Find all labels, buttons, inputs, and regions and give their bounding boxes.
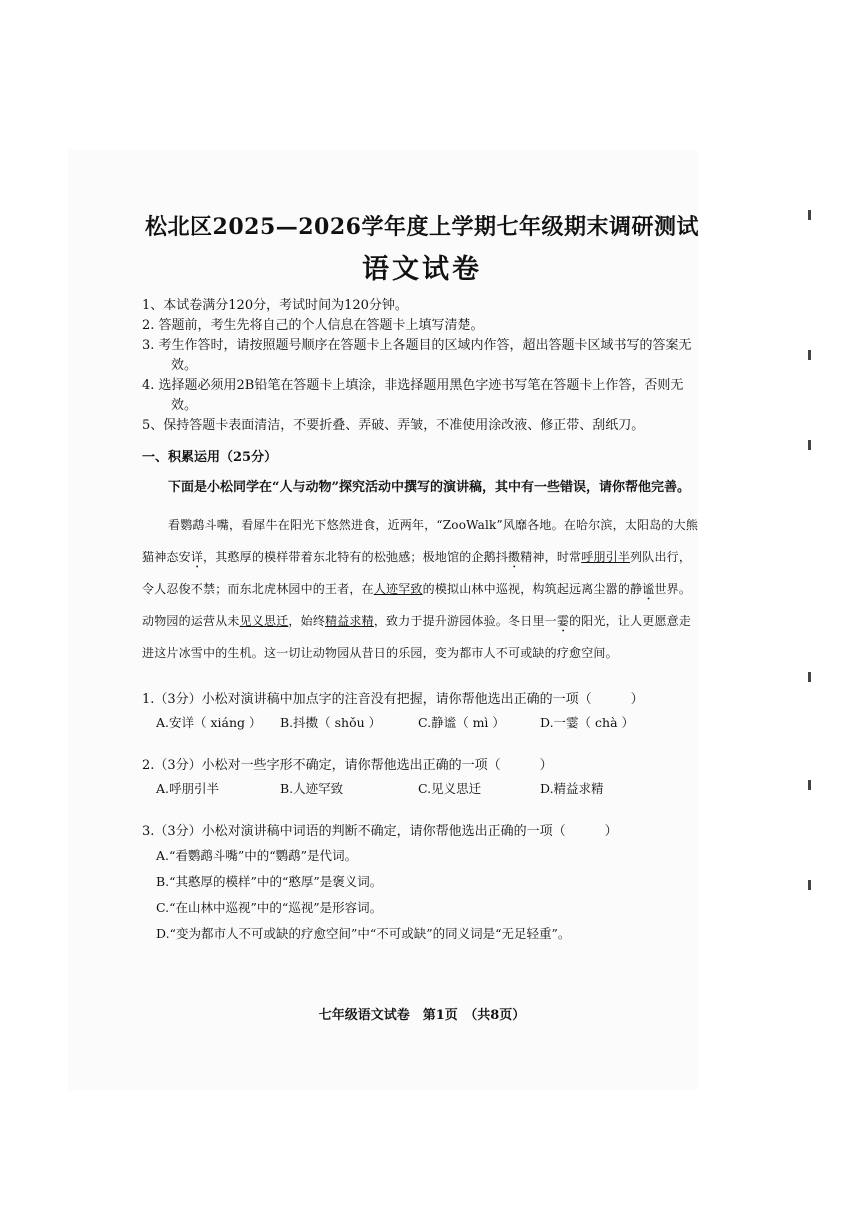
- speech-passage: [142, 509, 702, 669]
- scan-edge-mark: [808, 672, 811, 682]
- passage-text: 列队出行，令人忍俊不禁；而东北虎林园中的王者，在: [142, 550, 692, 596]
- option-b: B.抖擞（ shǒu ）: [280, 715, 382, 730]
- option-c: C.见义思迁: [418, 781, 482, 796]
- passage-text: ，始终: [288, 614, 326, 628]
- instruction-item: 1、本试卷满分120分，考试时间为120分钟。: [142, 298, 408, 313]
- underlined-word: 呼朋引半: [581, 550, 631, 564]
- dotted-char: 谧: [642, 582, 655, 596]
- question-2: [142, 755, 702, 801]
- question-1: [142, 689, 702, 735]
- question-stem: 3.（3分）小松对演讲稿中词语的判断不确定，请你帮他选出正确的一项（ ）: [142, 824, 618, 839]
- scan-edge-mark: [808, 440, 811, 450]
- underlined-word: 精益求精: [325, 614, 374, 628]
- exam-subject: 语文试卷: [362, 254, 482, 285]
- exam-title: 松北区2025—2026学年度上学期七年级期末调研测试: [145, 214, 699, 240]
- option-c: C.“在山林中巡视”中的“巡视”是形容词。: [156, 900, 383, 915]
- option-a: A.呼朋引半: [156, 781, 220, 796]
- dotted-char: 擞: [508, 550, 521, 564]
- passage-text: 精神，时常: [520, 550, 582, 564]
- scan-edge-mark: [808, 210, 811, 220]
- page-footer: 七年级语文试卷 第1页 （共8页）: [318, 1008, 526, 1023]
- dotted-char: 详: [190, 550, 204, 564]
- section-heading: 一、积累运用（25分）: [142, 450, 278, 465]
- instructions-list: [142, 296, 702, 436]
- instruction-item: 5、保持答题卡表面清洁，不要折叠、弄破、弄皱，不准使用涂改液、修正带、刮纸刀。: [142, 418, 645, 433]
- option-c: C.静谧（ mì ）: [418, 715, 505, 730]
- passage-text: ，其憨厚的模样带着东北特有的松弛感；极地馆的企鹅抖: [203, 550, 509, 564]
- option-b: B.“其憨厚的模样”中的“憨厚”是褒义词。: [156, 874, 383, 889]
- option-d: D.“变为都市人不可或缺的疗愈空间”中“不可或缺”的同义词是“无足轻重”。: [156, 926, 571, 941]
- question-stem: 1.（3分）小松对演讲稿中加点字的注音没有把握，请你帮他选出正确的一项（ ）: [142, 692, 644, 707]
- instruction-item: 3. 考生作答时，请按照题号顺序在答题卡上各题目的区域内作答，超出答题卡区域书写的答案无效。: [142, 338, 692, 373]
- instruction-item: 4. 选择题必须用2B铅笔在答题卡上填涂，非选择题用黑色字迹书写笔在答题卡上作答，否则无效。: [142, 378, 684, 413]
- scan-edge-mark: [808, 780, 811, 790]
- question-stem: 2.（3分）小松对一些字形不确定，请你帮他选出正确的一项（ ）: [142, 758, 553, 773]
- option-d: D.一霎（ chà ）: [540, 715, 635, 730]
- question-options: [142, 777, 702, 801]
- option-a: A.安详（ xiáng ）: [156, 715, 262, 730]
- passage-text: 的阳光，让人更愿意走进这片冰雪中的生机。这一切让动物园从昔日的乐园，变为都市人不可或缺的疗愈空间。: [142, 614, 692, 660]
- exam-page: [142, 210, 702, 947]
- option-b: B.人迹罕致: [280, 781, 344, 796]
- question-3: [142, 821, 702, 947]
- passage-text: 世界。动物园的运营从未: [142, 582, 692, 628]
- question-options: [142, 843, 702, 947]
- section-intro: 下面是小松同学在“人与动物”探究活动中撰写的演讲稿，其中有一些错误，请你帮他完善。: [168, 480, 690, 495]
- underlined-word: 见义思迁: [239, 614, 289, 628]
- option-a: A.“看鹦鹉斗嘴”中的“鹦鹉”是代词。: [156, 848, 358, 863]
- passage-text: 看鹦鹉斗嘴，看犀牛在阳光下悠然进食，近两年，“ZooWalk”风靡各地。在哈尔滨，太阳岛的大熊猫神态安: [142, 518, 699, 564]
- dotted-char: 霎: [556, 614, 570, 628]
- instruction-item: 2. 答题前，考生先将自己的个人信息在答题卡上填写清楚。: [142, 318, 484, 333]
- scan-edge-mark: [808, 350, 811, 360]
- passage-text: ，致力于提升游园体验。冬日里一: [373, 614, 557, 628]
- passage-text: 的模拟山林中巡视，构筑起远离尘嚣的静: [422, 582, 643, 596]
- option-d: D.精益求精: [540, 781, 604, 796]
- scan-edge-mark: [808, 880, 811, 890]
- underlined-word: 人迹罕致: [373, 582, 423, 596]
- question-options: [142, 711, 702, 735]
